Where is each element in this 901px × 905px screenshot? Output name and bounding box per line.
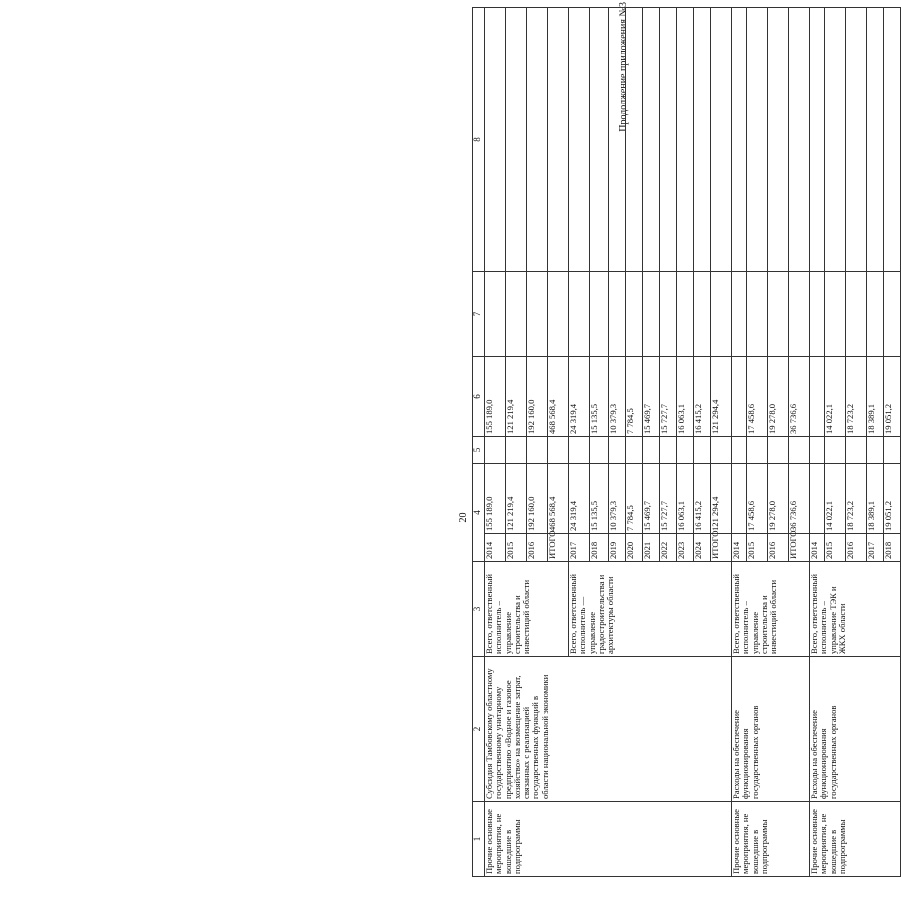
col5-cell bbox=[609, 437, 626, 464]
text-line: Субсидия Тамбовскому областному bbox=[484, 668, 494, 799]
col8-cell bbox=[732, 8, 747, 272]
budget-table bbox=[472, 7, 901, 877]
text-line: ЖКХ области bbox=[836, 603, 847, 654]
col8-cell bbox=[768, 8, 789, 272]
col5-cell bbox=[711, 437, 732, 464]
activity-cell bbox=[732, 657, 810, 802]
year-cell: 2021 bbox=[643, 534, 660, 562]
executor-cell bbox=[485, 562, 569, 657]
col8-cell bbox=[867, 8, 884, 272]
year-cell: 2020 bbox=[626, 534, 643, 562]
col5-cell bbox=[548, 437, 569, 464]
text-line: Прочие основные bbox=[484, 809, 494, 874]
executor-cell bbox=[732, 562, 810, 657]
table-row bbox=[732, 8, 747, 877]
text-line: предприятию «Водное и газовое bbox=[502, 680, 513, 799]
year-cell: 2018 bbox=[590, 534, 609, 562]
year-cell: 2014 bbox=[485, 534, 506, 562]
year-cell: 2014 bbox=[810, 534, 825, 562]
total-value-cell: 16 063,1 bbox=[677, 464, 694, 534]
text-line: архитектуры области bbox=[605, 576, 616, 654]
text-line: исполнитель – bbox=[818, 601, 829, 654]
year-cell: 2022 bbox=[660, 534, 677, 562]
col5-cell bbox=[789, 437, 810, 464]
col8-cell bbox=[694, 8, 711, 272]
text-line: Расходы на обеспечение bbox=[809, 710, 819, 799]
col8-cell bbox=[677, 8, 694, 272]
executor-cell bbox=[569, 562, 732, 657]
col7-cell bbox=[609, 272, 626, 357]
total-value-cell: 24 319,4 bbox=[569, 464, 590, 534]
col7-cell bbox=[626, 272, 643, 357]
col7-cell bbox=[867, 272, 884, 357]
year-cell: 2017 bbox=[867, 534, 884, 562]
section-cell bbox=[732, 802, 810, 877]
year-cell: 2023 bbox=[677, 534, 694, 562]
text-line: функционирования bbox=[818, 728, 829, 799]
col6-value-cell: 468 568,4 bbox=[548, 357, 569, 437]
col8-cell bbox=[485, 8, 506, 272]
col5-cell bbox=[677, 437, 694, 464]
col6-value-cell: 19 051,2 bbox=[884, 357, 901, 437]
year-cell: 2019 bbox=[609, 534, 626, 562]
col7-cell bbox=[548, 272, 569, 357]
total-value-cell: 15 135,5 bbox=[590, 464, 609, 534]
colnum-2: 2 bbox=[473, 657, 485, 802]
col5-cell bbox=[590, 437, 609, 464]
section-cell bbox=[485, 802, 732, 877]
total-value-cell bbox=[732, 464, 747, 534]
col5-cell bbox=[768, 437, 789, 464]
text-line: Всего, ответственный bbox=[809, 574, 819, 654]
table-row bbox=[810, 8, 825, 877]
col6-value-cell: 16 415,2 bbox=[694, 357, 711, 437]
total-value-cell bbox=[810, 464, 825, 534]
text-line: управление bbox=[502, 611, 513, 654]
text-line: Прочие основные bbox=[809, 809, 819, 874]
year-cell: 2015 bbox=[506, 534, 527, 562]
col7-cell bbox=[768, 272, 789, 357]
col7-cell bbox=[711, 272, 732, 357]
col8-cell bbox=[825, 8, 846, 272]
text-line: строительства и bbox=[758, 595, 769, 654]
activity-cell bbox=[810, 657, 901, 802]
colnum-3: 3 bbox=[473, 562, 485, 657]
col6-value-cell: 19 278,0 bbox=[768, 357, 789, 437]
table-row bbox=[485, 8, 506, 877]
col5-cell bbox=[846, 437, 867, 464]
col6-value-cell: 15 469,7 bbox=[643, 357, 660, 437]
col7-cell bbox=[590, 272, 609, 357]
text-line: градостроительства и bbox=[595, 574, 606, 654]
text-line: государственных органов bbox=[749, 705, 760, 799]
year-cell: ИТОГО bbox=[548, 534, 569, 562]
col8-cell bbox=[747, 8, 768, 272]
text-line: хозяйство» на возмещение затрат, bbox=[511, 675, 522, 799]
text-line: функционирования bbox=[740, 728, 751, 799]
col7-cell bbox=[527, 272, 548, 357]
text-line: вошедшие в bbox=[827, 829, 838, 874]
col7-cell bbox=[789, 272, 810, 357]
total-value-cell: 121 294,4 bbox=[711, 464, 732, 534]
col8-cell bbox=[590, 8, 609, 272]
text-line: инвестиций области bbox=[521, 579, 532, 654]
col8-cell bbox=[643, 8, 660, 272]
col5-cell bbox=[626, 437, 643, 464]
col5-cell bbox=[643, 437, 660, 464]
page-number: 20 bbox=[458, 512, 469, 523]
col8-cell bbox=[846, 8, 867, 272]
col6-value-cell: 121 219,4 bbox=[506, 357, 527, 437]
col6-value-cell: 16 063,1 bbox=[677, 357, 694, 437]
text-line: исполнитель – bbox=[740, 601, 751, 654]
col5-cell bbox=[747, 437, 768, 464]
col8-cell bbox=[660, 8, 677, 272]
col6-value-cell: 121 294,4 bbox=[711, 357, 732, 437]
text-line: подпрограммы bbox=[511, 819, 522, 874]
total-value-cell: 19 051,2 bbox=[884, 464, 901, 534]
text-line: исполнитель — bbox=[577, 596, 588, 654]
text-line: исполнитель – bbox=[493, 601, 504, 654]
section-cell bbox=[810, 802, 901, 877]
total-value-cell: 18 723,2 bbox=[846, 464, 867, 534]
colnum-4: 4 bbox=[473, 464, 485, 562]
col6-value-cell: 15 135,5 bbox=[590, 357, 609, 437]
year-cell: 2016 bbox=[768, 534, 789, 562]
total-value-cell: 10 379,3 bbox=[609, 464, 626, 534]
year-cell: 2015 bbox=[747, 534, 768, 562]
col7-cell bbox=[846, 272, 867, 357]
continuation-caption: Продолжение приложения №3 bbox=[618, 2, 629, 132]
text-line: Всего, ответственный bbox=[568, 574, 578, 654]
col5-cell bbox=[867, 437, 884, 464]
year-cell: 2016 bbox=[527, 534, 548, 562]
text-line: государственных органов bbox=[827, 705, 838, 799]
col8-cell bbox=[506, 8, 527, 272]
text-line: инвестиций области bbox=[768, 579, 779, 654]
col6-value-cell: 7 784,5 bbox=[626, 357, 643, 437]
col7-cell bbox=[506, 272, 527, 357]
col5-cell bbox=[569, 437, 590, 464]
col7-cell bbox=[569, 272, 590, 357]
year-cell: 2015 bbox=[825, 534, 846, 562]
col5-cell bbox=[825, 437, 846, 464]
col5-cell bbox=[884, 437, 901, 464]
col5-cell bbox=[694, 437, 711, 464]
activity-cell bbox=[485, 657, 732, 802]
year-cell: 2018 bbox=[884, 534, 901, 562]
col7-cell bbox=[732, 272, 747, 357]
total-value-cell: 15 727,7 bbox=[660, 464, 677, 534]
year-cell: ИТОГО bbox=[789, 534, 810, 562]
col5-cell bbox=[485, 437, 506, 464]
colnum-1: 1 bbox=[473, 802, 485, 877]
total-value-cell: 19 278,0 bbox=[768, 464, 789, 534]
total-value-cell: 17 458,6 bbox=[747, 464, 768, 534]
col6-value-cell: 14 022,1 bbox=[825, 357, 846, 437]
col8-cell bbox=[626, 8, 643, 272]
col5-cell bbox=[660, 437, 677, 464]
year-cell: 2024 bbox=[694, 534, 711, 562]
column-number-row bbox=[473, 8, 485, 877]
total-value-cell: 155 189,0 bbox=[485, 464, 506, 534]
col6-value-cell: 17 458,6 bbox=[747, 357, 768, 437]
year-cell: 2016 bbox=[846, 534, 867, 562]
col7-cell bbox=[677, 272, 694, 357]
total-value-cell: 121 219,4 bbox=[506, 464, 527, 534]
text-line: мероприятия, не bbox=[740, 813, 751, 874]
col8-cell bbox=[789, 8, 810, 272]
col6-value-cell: 24 319,4 bbox=[569, 357, 590, 437]
text-line: области национальной экономики bbox=[539, 674, 550, 799]
col8-cell bbox=[884, 8, 901, 272]
text-line: подпрограммы bbox=[758, 819, 769, 874]
text-line: управление bbox=[749, 611, 760, 654]
col7-cell bbox=[884, 272, 901, 357]
colnum-7: 7 bbox=[473, 272, 485, 357]
total-value-cell: 15 469,7 bbox=[643, 464, 660, 534]
col6-value-cell: 18 389,1 bbox=[867, 357, 884, 437]
col5-cell bbox=[527, 437, 548, 464]
col8-cell bbox=[527, 8, 548, 272]
text-line: Всего, ответственный bbox=[731, 574, 741, 654]
text-line: вошедшие в bbox=[502, 829, 513, 874]
year-cell: 2014 bbox=[732, 534, 747, 562]
total-value-cell: 7 784,5 bbox=[626, 464, 643, 534]
col7-cell bbox=[694, 272, 711, 357]
col7-cell bbox=[485, 272, 506, 357]
text-line: мероприятия, не bbox=[818, 813, 829, 874]
text-line: Расходы на обеспечение bbox=[731, 710, 741, 799]
col7-cell bbox=[643, 272, 660, 357]
col5-cell bbox=[506, 437, 527, 464]
colnum-5: 5 bbox=[473, 437, 485, 464]
year-cell: ИТОГО bbox=[711, 534, 732, 562]
text-line: мероприятия, не bbox=[493, 813, 504, 874]
col7-cell bbox=[825, 272, 846, 357]
col7-cell bbox=[810, 272, 825, 357]
total-value-cell: 16 415,2 bbox=[694, 464, 711, 534]
col5-cell bbox=[810, 437, 825, 464]
text-line: Всего, ответственный bbox=[484, 574, 494, 654]
year-cell: 2017 bbox=[569, 534, 590, 562]
text-line: строительства и bbox=[511, 595, 522, 654]
col6-value-cell: 36 736,6 bbox=[789, 357, 810, 437]
total-value-cell: 18 389,1 bbox=[867, 464, 884, 534]
text-line: вошедшие в bbox=[749, 829, 760, 874]
total-value-cell: 192 160,0 bbox=[527, 464, 548, 534]
col6-value-cell: 15 727,7 bbox=[660, 357, 677, 437]
col8-cell bbox=[609, 8, 626, 272]
text-line: государственных функций в bbox=[530, 696, 541, 799]
colnum-8: 8 bbox=[473, 8, 485, 272]
total-value-cell: 468 568,4 bbox=[548, 464, 569, 534]
col8-cell bbox=[711, 8, 732, 272]
total-value-cell: 14 022,1 bbox=[825, 464, 846, 534]
col8-cell bbox=[548, 8, 569, 272]
text-line: связанных с реализацией bbox=[521, 706, 532, 799]
total-value-cell: 36 736,6 bbox=[789, 464, 810, 534]
col6-value-cell bbox=[810, 357, 825, 437]
text-line: подпрограммы bbox=[836, 819, 847, 874]
col6-value-cell: 10 379,3 bbox=[609, 357, 626, 437]
colnum-6: 6 bbox=[473, 357, 485, 437]
col6-value-cell: 18 723,2 bbox=[846, 357, 867, 437]
text-line: Прочие основные bbox=[731, 809, 741, 874]
text-line: государственному унитарному bbox=[493, 686, 504, 799]
text-line: управление bbox=[586, 611, 597, 654]
col7-cell bbox=[747, 272, 768, 357]
col7-cell bbox=[660, 272, 677, 357]
executor-cell bbox=[810, 562, 901, 657]
col8-cell bbox=[569, 8, 590, 272]
col8-cell bbox=[810, 8, 825, 272]
col5-cell bbox=[732, 437, 747, 464]
text-line: управление ТЭК и bbox=[827, 586, 838, 654]
col6-value-cell: 192 160,0 bbox=[527, 357, 548, 437]
col6-value-cell: 155 189,0 bbox=[485, 357, 506, 437]
col6-value-cell bbox=[732, 357, 747, 437]
